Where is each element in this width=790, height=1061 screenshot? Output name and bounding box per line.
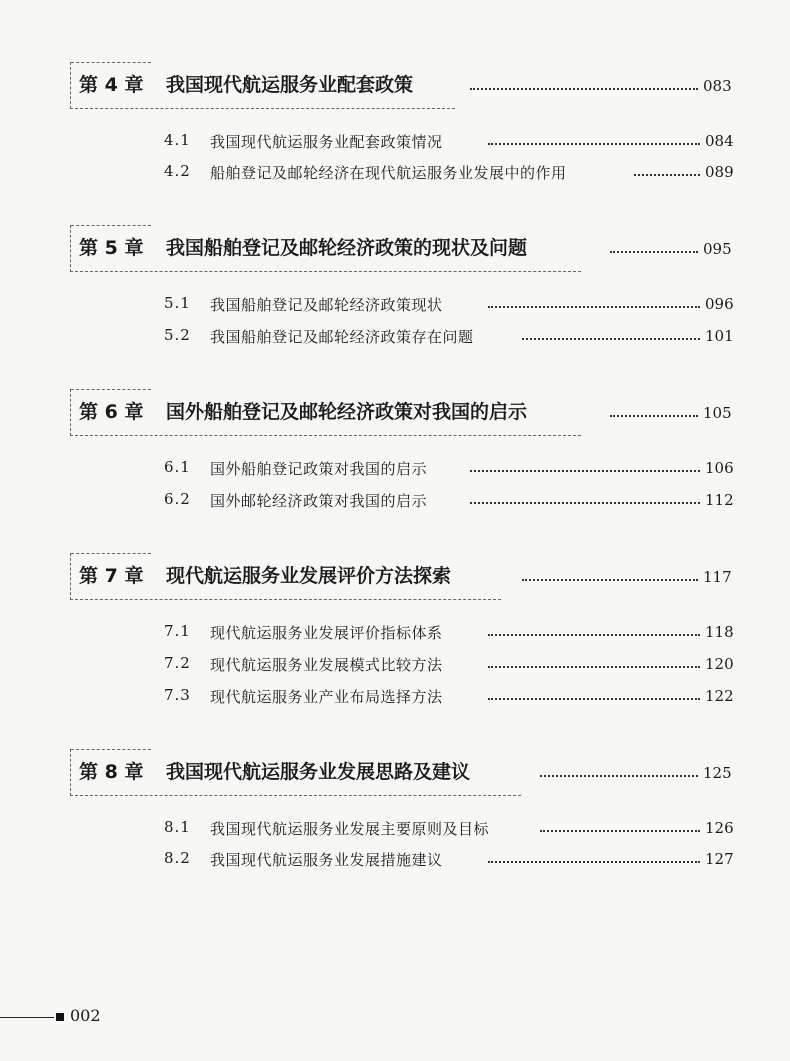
section-title: 我国现代航运服务业发展主要原则及目标 (210, 820, 490, 838)
section-page: 084 (705, 132, 734, 150)
section-7-1-entry[interactable] (0, 622, 790, 646)
section-page: 089 (705, 163, 734, 181)
section-5-2-entry[interactable] (0, 326, 790, 350)
leader-dots (522, 565, 698, 581)
section-title: 我国现代航运服务业配套政策情况 (210, 133, 443, 151)
chapter-label: 第 4 章 (79, 74, 144, 96)
chapter-page: 095 (703, 240, 732, 258)
section-number: 5.1 (164, 294, 191, 312)
leader-dots (540, 820, 700, 832)
leader-dots (488, 296, 700, 308)
section-number: 4.1 (164, 131, 191, 149)
section-title: 我国现代航运服务业发展措施建议 (210, 851, 443, 869)
section-page: 122 (705, 687, 734, 705)
leader-dots (488, 851, 700, 863)
leader-dots (470, 460, 700, 472)
leader-dots (634, 164, 700, 176)
chapter-title: 现代航运服务业发展评价方法探索 (166, 565, 452, 587)
chapter-label: 第 6 章 (79, 401, 144, 423)
chapter-page: 105 (703, 404, 732, 422)
chapter-page: 125 (703, 764, 732, 782)
section-number: 7.2 (164, 654, 191, 672)
leader-dots (488, 624, 700, 636)
leader-dots (610, 237, 698, 253)
section-8-2-entry[interactable] (0, 849, 790, 873)
chapter-page: 117 (703, 568, 732, 586)
leader-dots (488, 656, 700, 668)
section-title: 我国船舶登记及邮轮经济政策现状 (210, 296, 443, 314)
chapter-title: 我国现代航运服务业发展思路及建议 (166, 761, 471, 783)
chapter-label: 第 5 章 (79, 237, 144, 259)
section-title: 现代航运服务业产业布局选择方法 (210, 688, 443, 706)
section-title: 我国船舶登记及邮轮经济政策存在问题 (210, 328, 474, 346)
section-number: 8.2 (164, 849, 191, 867)
page-number: 002 (70, 1006, 101, 1025)
chapter-page: 083 (703, 77, 732, 95)
section-page: 118 (705, 623, 734, 641)
page-footer (0, 1006, 200, 1030)
section-title: 国外船舶登记政策对我国的启示 (210, 460, 428, 478)
section-number: 6.1 (164, 458, 191, 476)
section-page: 126 (705, 819, 734, 837)
section-page: 096 (705, 295, 734, 313)
section-page: 127 (705, 850, 734, 868)
leader-dots (522, 328, 700, 340)
chapter-title: 国外船舶登记及邮轮经济政策对我国的启示 (166, 401, 528, 423)
section-7-2-entry[interactable] (0, 654, 790, 678)
leader-dots (610, 401, 698, 417)
section-number: 5.2 (164, 326, 191, 344)
section-number: 7.1 (164, 622, 191, 640)
section-8-1-entry[interactable] (0, 818, 790, 842)
section-page: 106 (705, 459, 734, 477)
section-5-1-entry[interactable] (0, 294, 790, 318)
section-number: 7.3 (164, 686, 191, 704)
section-4-1-entry[interactable] (0, 131, 790, 155)
leader-dots (488, 688, 700, 700)
section-number: 4.2 (164, 162, 191, 180)
footer-rule (0, 1017, 54, 1018)
chapter-5-entry[interactable] (0, 225, 790, 273)
section-number: 8.1 (164, 818, 191, 836)
chapter-label: 第 8 章 (79, 761, 144, 783)
chapter-8-entry[interactable] (0, 749, 790, 797)
section-number: 6.2 (164, 490, 191, 508)
section-title: 现代航运服务业发展评价指标体系 (210, 624, 443, 642)
leader-dots (470, 492, 700, 504)
section-page: 120 (705, 655, 734, 673)
section-title: 船舶登记及邮轮经济在现代航运服务业发展中的作用 (210, 164, 567, 182)
section-title: 国外邮轮经济政策对我国的启示 (210, 492, 428, 510)
chapter-4-entry[interactable] (0, 62, 790, 110)
section-6-2-entry[interactable] (0, 490, 790, 514)
section-page: 101 (705, 327, 734, 345)
leader-dots (488, 133, 700, 145)
section-4-2-entry[interactable] (0, 162, 790, 186)
section-title: 现代航运服务业发展模式比较方法 (210, 656, 443, 674)
chapter-label: 第 7 章 (79, 565, 144, 587)
section-6-1-entry[interactable] (0, 458, 790, 482)
chapter-title: 我国现代航运服务业配套政策 (166, 74, 414, 96)
square-bullet-icon (56, 1013, 64, 1021)
leader-dots (540, 761, 698, 777)
leader-dots (470, 74, 698, 90)
chapter-6-entry[interactable] (0, 389, 790, 437)
chapter-7-entry[interactable] (0, 553, 790, 601)
section-page: 112 (705, 491, 734, 509)
chapter-title: 我国船舶登记及邮轮经济政策的现状及问题 (166, 237, 528, 259)
section-7-3-entry[interactable] (0, 686, 790, 710)
